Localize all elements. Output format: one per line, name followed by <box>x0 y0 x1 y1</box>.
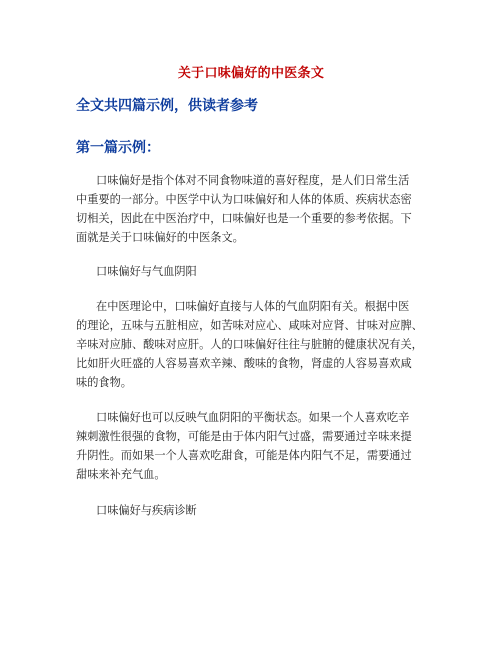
paragraph-line: 切相关，因此在中医治疗中，口味偏好也是一个重要的参考依据。下 <box>76 212 412 225</box>
paragraph-line: 口味偏好也可以反映气血阴阳的平衡状态。如果一个人喜欢吃辛 <box>96 411 410 424</box>
paragraph-line: 的理论，五味与五脏相应，如苦味对应心、咸味对应肾、甘味对应脾、 <box>76 319 423 332</box>
paragraph-line: 面就是关于口味偏好的中医条文。 <box>76 231 244 244</box>
subsection-heading: 口味偏好与疾病诊断 <box>96 504 197 517</box>
section-heading: 第一篇示例： <box>76 140 160 156</box>
paragraph-line: 在中医理论中，口味偏好直接与人体的气血阴阳有关。根据中医 <box>96 300 410 313</box>
subsection-heading: 口味偏好与气血阴阳 <box>96 265 197 278</box>
document-subtitle: 全文共四篇示例，供读者参考 <box>76 98 258 114</box>
paragraph-line: 比如肝火旺盛的人容易喜欢辛辣、酸味的食物，肾虚的人容易喜欢咸 <box>76 357 412 370</box>
paragraph-line: 口味偏好是指个体对不同食物味道的喜好程度，是人们日常生活 <box>96 174 410 187</box>
paragraph-line: 辣刺激性很强的食物，可能是由于体内阳气过盛，需要通过辛味来提 <box>76 430 412 443</box>
paragraph-line: 中重要的一部分。中医学中认为口味偏好和人体的体质、疾病状态密 <box>76 193 412 206</box>
document-title: 关于口味偏好的中医条文 <box>177 66 325 81</box>
paragraph-line: 升阴性。而如果一个人喜欢吃甜食，可能是体内阳气不足，需要通过 <box>76 449 412 462</box>
paragraph-line: 味的食物。 <box>76 376 132 389</box>
paragraph-line: 辛味对应肺、酸味对应肝。人的口味偏好往往与脏腑的健康状况有关， <box>76 338 423 351</box>
paragraph-line: 甜味来补充气血。 <box>76 468 166 481</box>
